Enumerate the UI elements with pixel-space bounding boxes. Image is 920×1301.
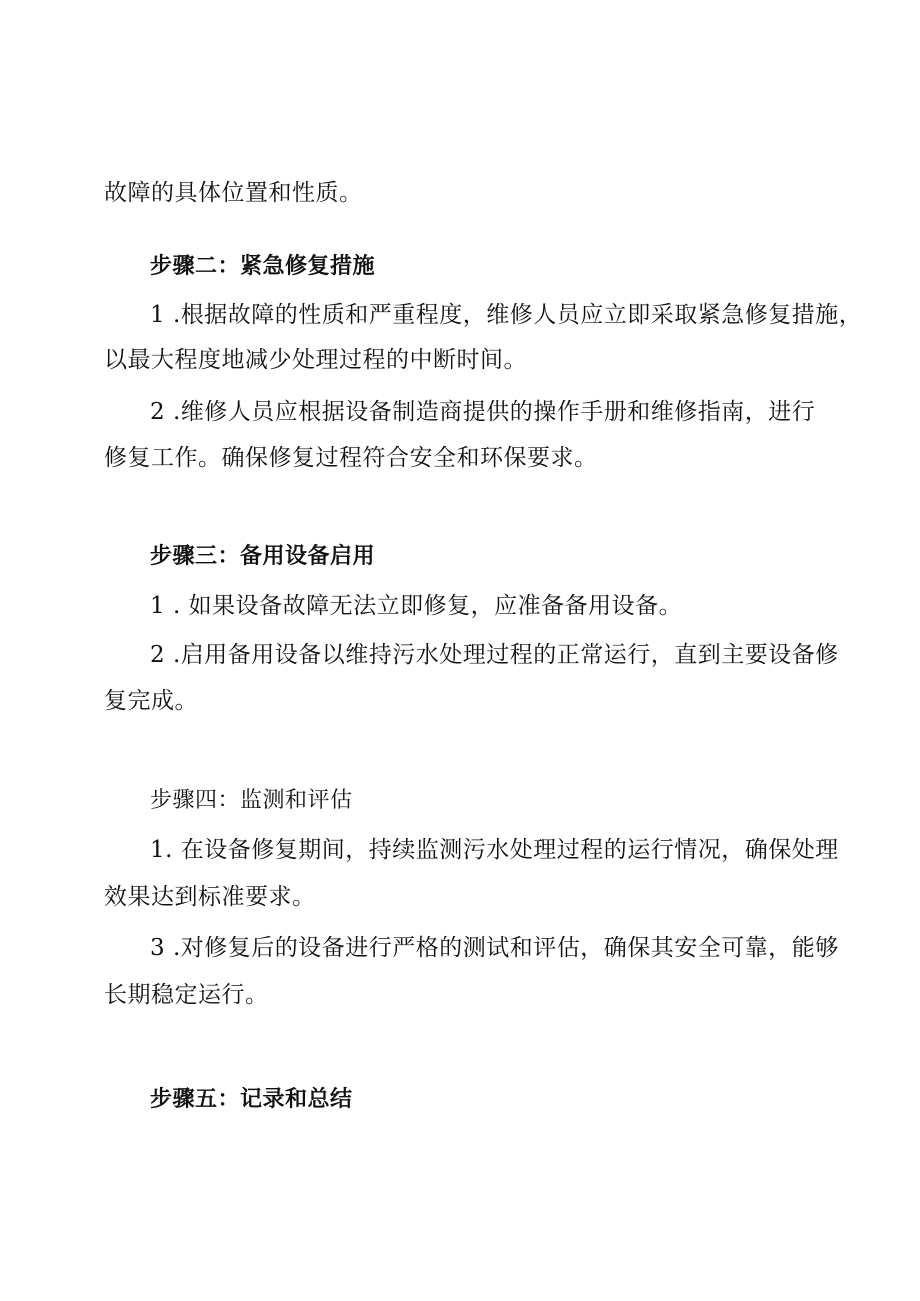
paragraph-line: 效果达到标准要求。 xyxy=(104,884,316,910)
section-heading-step-5: 步骤五：记录和总结 xyxy=(150,1087,353,1112)
paragraph-line: 1. 在设备修复期间，持续监测污水处理过程的运行情况，确保处理 xyxy=(150,837,839,863)
section-heading-step-2: 步骤二：紧急修复措施 xyxy=(150,254,376,279)
paragraph-line: 1 . 如果设备故障无法立即修复，应准备备用设备。 xyxy=(150,593,683,619)
paragraph-line: 以最大程度地减少处理过程的中断时间。 xyxy=(104,347,527,373)
paragraph-line: 2 .维修人员应根据设备制造商提供的操作手册和维修指南，进行 xyxy=(150,399,816,425)
paragraph-line: 1 .根据故障的性质和严重程度，维修人员应立即采取紧急修复措施， xyxy=(150,302,863,328)
paragraph-line: 复完成。 xyxy=(104,688,198,714)
paragraph-line: 修复工作。确保修复过程符合安全和环保要求。 xyxy=(104,445,598,471)
paragraph-line: 2 .启用备用设备以维持污水处理过程的正常运行，直到主要设备修 xyxy=(150,642,839,668)
paragraph-line: 长期稳定运行。 xyxy=(104,982,269,1008)
section-heading-step-4: 步骤四：监测和评估 xyxy=(150,788,353,813)
section-heading-step-3: 步骤三：备用设备启用 xyxy=(150,544,376,569)
intro-tail-text: 故障的具体位置和性质。 xyxy=(104,180,363,206)
paragraph-line: 3 .对修复后的设备进行严格的测试和评估，确保其安全可靠，能够 xyxy=(150,935,839,961)
